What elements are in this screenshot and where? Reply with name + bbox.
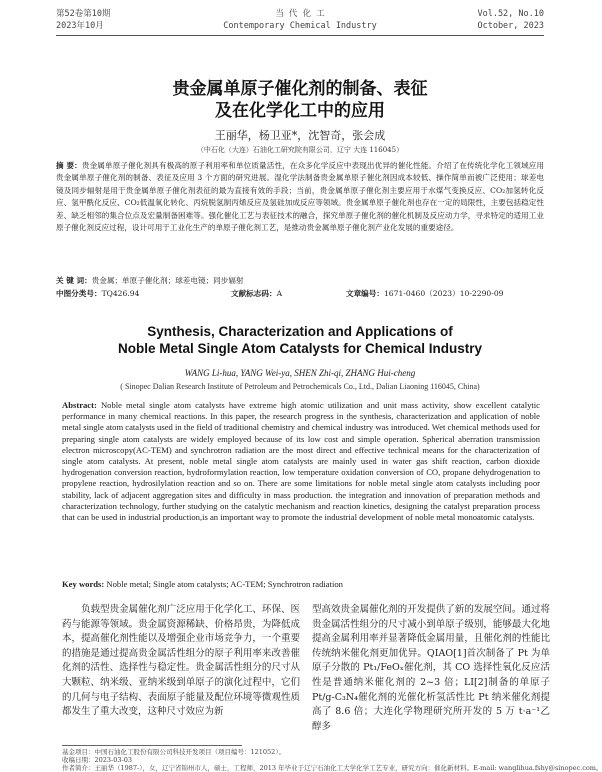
keywords-cn: [56, 275, 544, 287]
abstract-cn-label: 摘 要：: [56, 161, 82, 170]
title-en-line2: Noble Metal Single Atom Catalysts for Chemical Industry: [117, 341, 483, 356]
header-center: [56, 8, 544, 32]
abstract-en-text: Noble metal single atom catalysts have extreme high atomic utilization and unit mass activity, show excellent catalytic performance in many chemical reactions. In this paper, the research progress in the synthesis, characterization and application of noble metal single atom catalysts used in the field of traditional chemistry and chemical industry was introduced. Wet chemical methods used for preparing single atom catalysts are widely employed because of its low cost and simple operation. Spherical aberration transmission electron microscopy(AC-TEM) and synchrotron radiation are the most direct and effective technical means for the characterization of single atom catalysts. At present, noble metal single atom catalysts are mainly used in water gas shift reaction, carbon dioxide hydrogenation conversion reaction, hydroformylation reaction, low temperature oxidation conversion of CO, propane dehydrogenation to propylene reaction, hydrosilylation reaction and so on. There are some limitations for noble metal single atom catalysts including poor stability, lack of adjacent aggregation sites and difficulty in mass production. the integration and innovation of preparation methods and characterization technology, further studying on the catalytic mechanism and reaction kinetics, designing the catalyst preparation process that can be used in industrial production,is an important way to promote the industrial development of noble metal monoatomic catalysts.: [62, 400, 540, 523]
body-column-left: 负载型贵金属催化剂广泛应用于化学化工、环保、医药与能源等领域。贵金属资源稀缺、价格昂贵，为降低成本，提高催化剂性能以及增强企业市场竞争力，一个重要的措施是通过提高贵金属活性组分的原子利用率来改善催化剂的活性、选择性与稳定性。贵金属活性组分的尺寸从大颗粒、纳米级、亚纳米级到单原子的演化过程中，它们的几何与电子结构、表面原子能量及配位环境等微观性质都发生了重大改变，这种尺寸效应为新: [62, 604, 300, 718]
article-id-label: 文章编号：: [346, 289, 384, 298]
affiliation-cn: （中石化（大连）石油化工研究院有限公司，辽宁 大连 116045）: [196, 146, 404, 154]
journal-name-en: Contemporary Chemical Industry: [223, 21, 377, 31]
authors-en: WANG Li-hua, YANG Wei-ya, SHEN Zhi-qi, ZHANG Hui-cheng: [184, 368, 416, 378]
abstract-en-label: Abstract:: [62, 400, 97, 410]
abstract-en: [62, 400, 540, 523]
abstract-cn-text: 贵金属单原子催化剂具有极高的原子利用率和单位质量活性，在众多化学反应中表现出优异的催化性能。介绍了在传统化学化工领域应用贵金属单原子催化剂的制备、表征及应用 3 个方面的研究进展。湿化学法制备贵金属单原子催化剂因成本较低、操作简单而被广泛使用；球差电镜及同步辐射是用于贵金属单原子催化剂表征的最为直接有效的手段；当前，贵金属单原子催化剂主要应用于水煤气变换反应、CO₂加氢转化反应、氢甲酰化反应、CO₂低温氧化转化、丙烷脱氢制丙烯反应及氢硅加成反应等领域。贵金属单原子催化剂也存在一定的局限性，主要包括稳定性差、缺乏相邻的集合位点及宏量制备困难等。强化催化工艺与表征技术的融合，探究单原子催化剂的催化机制及反应动力学，寻求特定的适用工业原子催化剂反应过程，设计可用于工业化生产的单原子催化剂工艺，是推动贵金属单原子催化剂产业化发展的重要途径。: [56, 161, 544, 233]
keywords-en-label: Key words:: [62, 579, 105, 589]
footnote-received: 收稿日期：2023-03-03: [62, 756, 132, 764]
body-column-right: 型高效贵金属催化剂的开发提供了新的发展空间。通过将贵金属活性组分的尺寸减小到单原子级别，能够最大化地提高金属利用率并显著降低金属用量，且催化剂的性能比传统纳米催化剂更加优异。QIAO[1]首次制备了 Pt 为单原子分散的 Pt₁/FeOₓ催化剂，其 CO 选择性氧化反应活性是普通纳米催化剂的 2~3 倍；LI[2]制备的单原子 Pt/g-C₃N₄催化剂的光催化析氢活性比 Pt 纳米催化剂提高了 8.6 倍；大连化学物理研究所开发的 5 万 t·a⁻¹乙醇多: [312, 604, 550, 732]
footnote-funding: 基金项目：中国石油化工股份有限公司科技开发项目（项目编号：121052）。: [62, 748, 286, 756]
title-cn: [0, 78, 600, 122]
footnote-author-bio: 作者简介：王丽华（1987-），女，辽宁省锦州市人，硕士，工程师，2013 年毕业于辽宁石油化工大学化学工艺专业，研究方向：催化新材料。E-mail: wanglihua.fshy@sinopec.com。: [62, 764, 602, 772]
header-volume-en: Vol.52, No.10: [477, 9, 544, 19]
header-right: [477, 8, 544, 32]
authors-cn: 王丽华，杨卫亚*，沈智奇，张会成: [214, 129, 386, 142]
clc-code: [56, 288, 139, 300]
keywords-en-text: Noble metal; Single atom catalysts; AC-TEM; Synchrotron radiation: [106, 579, 343, 589]
title-en: [0, 323, 600, 357]
doc-value: A: [276, 289, 283, 298]
header-volume: 第52卷第10期: [56, 9, 111, 19]
running-header: [56, 8, 544, 38]
header-date: 2023年10月: [56, 21, 104, 31]
doc-label: 文献标志码：: [231, 289, 277, 298]
journal-name-cn: 当 代 化 工: [275, 9, 325, 19]
header-rule: [56, 35, 544, 36]
abstract-cn: [56, 160, 544, 234]
keywords-en: [62, 579, 540, 590]
footnote-rule: [62, 745, 242, 746]
header-date-en: October, 2023: [477, 21, 544, 31]
title-en-line1: Synthesis, Characterization and Applications of: [147, 324, 453, 339]
keywords-cn-label: 关 键 词：: [56, 276, 92, 285]
article-id-value: 1671-0460（2023）10-2290-09: [383, 289, 504, 298]
article-id: [346, 288, 503, 300]
keywords-cn-text: 贵金属；单原子催化剂；球差电镜；同步辐射: [91, 276, 244, 285]
doc-code: [231, 288, 282, 300]
title-cn-line2: 及在化学化工中的应用: [215, 101, 385, 121]
affiliation-en: ( Sinopec Dalian Research Institute of Petroleum and Petrochemicals Co., Ltd., Dalian Liaoning 116045, China): [120, 382, 480, 391]
clc-label: 中图分类号：: [56, 289, 102, 298]
title-cn-line1: 贵金属单原子催化剂的制备、表征: [172, 79, 428, 99]
clc-value: TQ426.94: [101, 289, 140, 298]
